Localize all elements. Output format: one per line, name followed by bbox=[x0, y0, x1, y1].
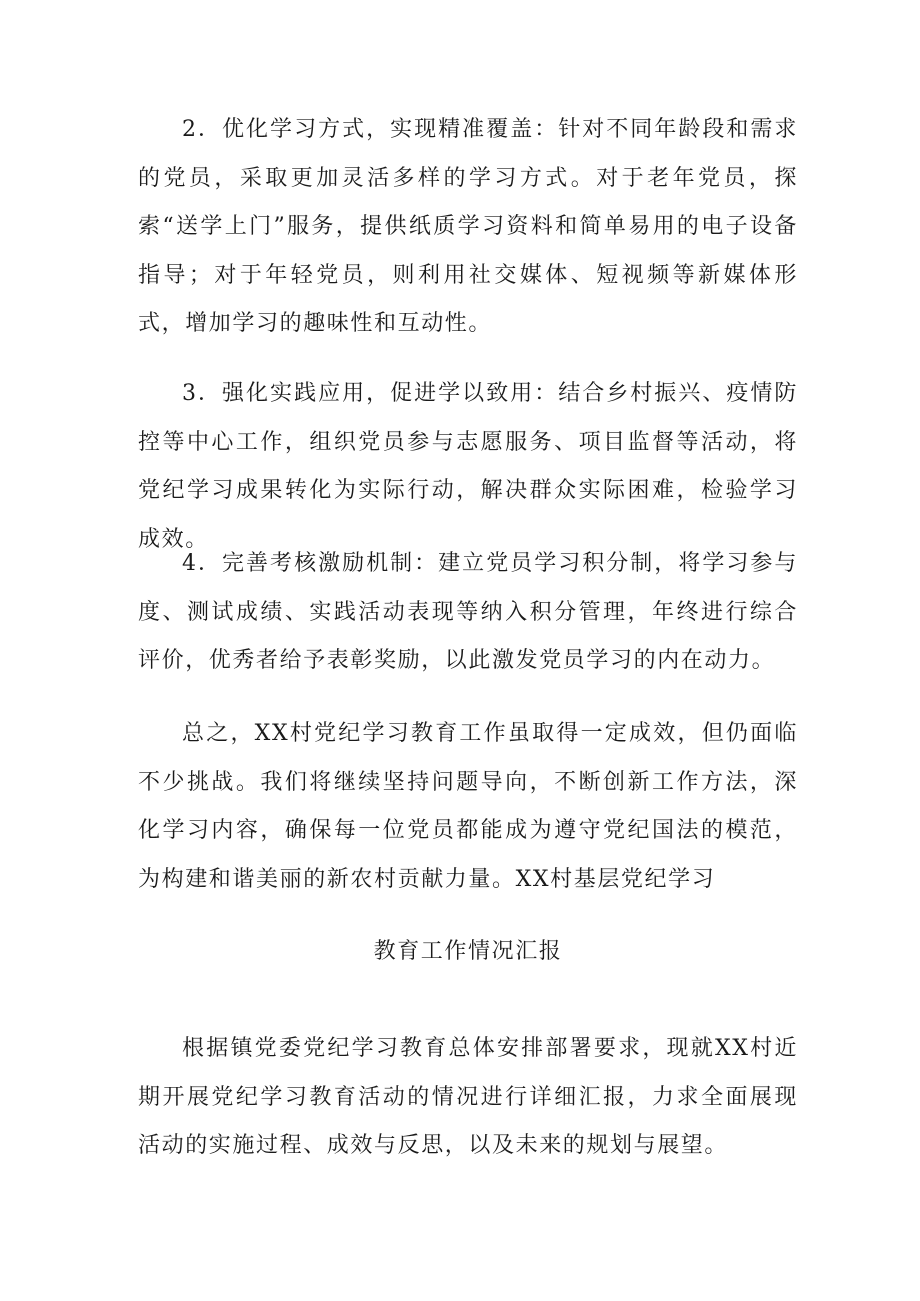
paragraph-assessment-incentive: 4．完善考核激励机制：建立党员学习积分制，将学习参与度、测试成绩、实践活动表现等纳入积分管理，年终进行综合评价，优秀者给予表彰奖励，以此激发党员学习的内在动力。 bbox=[138, 551, 798, 673]
paragraph-optimize-learning: 2．优化学习方式，实现精准覆盖：针对不同年龄段和需求的党员，采取更加灵活多样的学习方式。对于老年党员，探索“送学上门”服务，提供纸质学习资料和简单易用的电子设备指导；对于年轻党员，则利用社交媒体、短视频等新媒体形式，增加学习的趣味性和互动性。 bbox=[138, 117, 798, 336]
paragraph-conclusion: 总之，XX村党纪学习教育工作虽取得一定成效，但仍面临不少挑战。我们将继续坚持问题导向，不断创新工作方法，深化学习内容，确保每一位党员都能成为遵守党纪国法的模范，为构建和谐美丽的新农村贡献力量。XX村基层党纪学习 bbox=[138, 721, 798, 892]
paragraph-practice-application: 3．强化实践应用，促进学以致用：结合乡村振兴、疫情防控等中心工作，组织党员参与志愿服务、项目监督等活动，将党纪学习成果转化为实际行动，解决群众实际困难，检验学习成效。 bbox=[138, 381, 798, 552]
report-title: 教育工作情况汇报 bbox=[373, 939, 563, 964]
paragraph-intro: 根据镇党委党纪学习教育总体安排部署要求，现就XX村近期开展党纪学习教育活动的情况进行详细汇报，力求全面展现活动的实施过程、成效与反思，以及未来的规划与展望。 bbox=[138, 1036, 798, 1158]
